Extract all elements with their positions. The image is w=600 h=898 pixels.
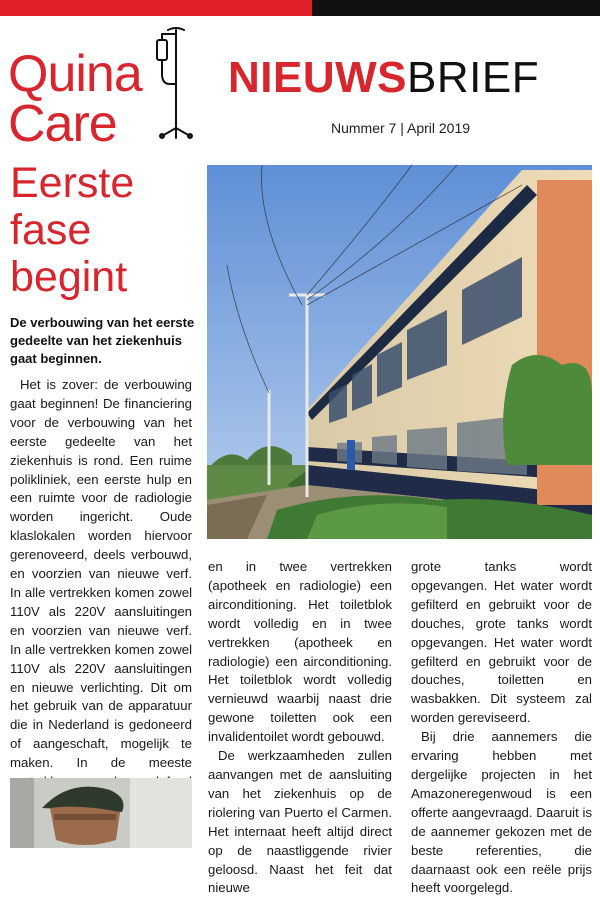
column-2-paragraph-2: De werkzaamheden zullen aanvangen met de aansluiting van het ziekenhuis op de riolering van Puerto el Carmen. Het internaat heeft altijd direct op de naastliggende rivier geloosd. Naast het feit dat nieuwe	[208, 748, 392, 896]
article-column-2	[208, 558, 392, 898]
newsletter-title-red: NIEUWS	[228, 53, 407, 102]
newsletter-title-dark: BRIEF	[407, 53, 540, 102]
top-bar-red	[0, 0, 312, 16]
headline-line-2: fase	[10, 206, 92, 254]
hospital-building-photo	[207, 165, 592, 539]
column-2-paragraph-1: en in twee vertrekken (apotheek en radiologie) een airconditioning. Het toiletblok wordt volledig en in twee vertrekken (apotheek en radiologie) een airconditioning. Het toiletblok wordt volledig vernieuwd waarbij naast drie gewone toiletten ook een invalidentoilet wordt gebouwd.	[208, 559, 392, 745]
headline-line-3: begint	[10, 253, 128, 301]
headline-line-1: Eerste	[10, 159, 135, 207]
issue-info: Nummer 7 | April 2019	[331, 120, 471, 136]
worker-portrait-photo	[10, 778, 192, 848]
quinacare-logo	[8, 28, 208, 153]
iv-drip-stand-icon	[146, 28, 198, 140]
top-bar-black	[312, 0, 600, 16]
article-subheading: De verbouwing van het eerste gedeelte van het ziekenhuis gaat beginnen.	[10, 315, 195, 366]
logo-text-line2: Care	[8, 95, 117, 153]
article-headline	[10, 160, 200, 301]
column-3-paragraph-1: grote tanks wordt opgevangen. Het water wordt gefilterd en gebruikt voor de douches, grote tanks wordt opgevangen. Het water wordt gefilterd en gebruikt voor de douches, toiletten en wasbakken. Dit systeem zal worden gereviseerd.	[411, 559, 592, 726]
logo-text-line1: Quina	[8, 45, 142, 103]
article-column-1	[10, 376, 192, 811]
newsletter-title	[228, 54, 539, 102]
column-1-paragraph: Het is zover: de verbouwing gaat beginnen! De financiering voor de verbouwing van het eerste gedeelte van het ziekenhuis is rond. Een ruime polikliniek, een eerste hulp en een ruimte voor de radiologie worden ingericht. Oude klaslokalen worden hiervoor gerenoveerd, deels verbouwd, en voorzien van nieuwe verf. In alle vertrekken komen zowel 110V als 220V aansluitingen en voorzien van nieuwe verf. In alle vertrekken komen zowel 110V als 220V aansluitingen en nieuwe verlichting. Dit om het gebruik van de apparatuur die in Nederland is gedoneerd of aangeschaft, mogelijk te maken. In de meeste	[10, 377, 192, 771]
top-color-bar	[0, 0, 600, 16]
column-3-paragraph-2: Bij drie aannemers die ervaring hebben met dergelijke projecten in het Amazoneregenwoud is een offerte aangevraagd. Daaruit is de aannemer gekozen met de beste referenties, die daarnaast ook een reële prijs heeft voorgelegd.	[411, 729, 592, 896]
article-column-3	[411, 558, 592, 898]
